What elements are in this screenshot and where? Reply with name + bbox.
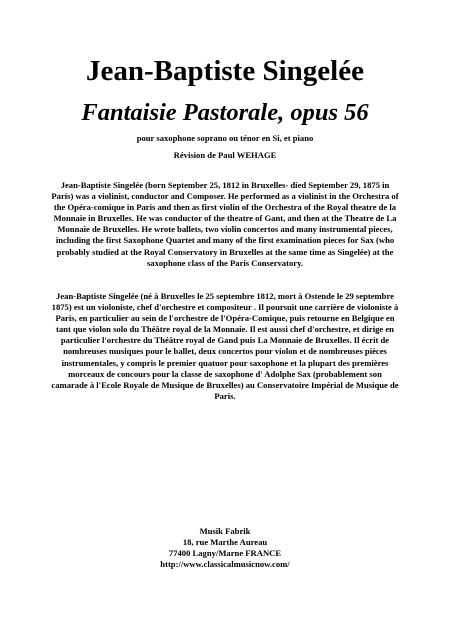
publisher-city: 77400 Lagny/Marne FRANCE xyxy=(168,548,282,558)
biography-french: Jean-Baptiste Singelée (né à Bruxelles le 25 septembre 1812, mort à Ostende le 29 septembre 1875) est un violoniste, chef d'orchestre et compositeur . Il poursuit une carrière de violoniste à Paris, en particulier au sein de l'orchestre de l'Opéra-Comique, puis retourne en Belgique en tant que violon solo du Théâtre royal de la Monnaie. Il est aussi chef d'orchestre, et dirige en particulier l'orchestre du Théâtre royal de Gand puis La Monnaie de Bruxelles. Il écrit de nombreuses musiques pour le ballet, deux concertos pour violon et de nombreuses pièces instrumentales, y compris le premier quatuor pour saxophone et la plupart des premières morceaux de concours pour la classe de saxophone d' Adolphe Sax (probablement son camarade à l'Ecole Royale de Musique de Bruxelles) au Conservatoire Impérial de Musique de Paris. xyxy=(51,291,399,401)
work-title: Fantaisie Pastorale, opus 56 xyxy=(81,99,369,126)
composer-name: Jean-Baptiste Singelée xyxy=(86,55,364,87)
biography-english: Jean-Baptiste Singelée (born September 25, 1812 in Bruxelles- died September 29, 1875 in Paris) was a violinist, conductor and Composer. He performed as a violinist in the Orchestra of the Opéra-comique in Paris and then as first violin of the Orchestra of the Royal theatre de la Monnaie in Bruxelles. He was conductor of the theatre of Gant, and then at the Theatre de La Monnaie de Bruxelles. He wrote ballets, two violin concertos and many instrumental pieces, including the first Saxophone Quartet and many of the first examination pieces for Sax (who probably studied at the Royal Conservatory in Bruxelles at the same time as Singelée) at the saxophone class of the Paris Conservatory. xyxy=(51,180,399,268)
publisher-street: 18, rue Marthe Aureau xyxy=(182,537,268,547)
instrumentation-line: pour saxophone soprano ou ténor en Si, et piano xyxy=(136,133,314,143)
publisher-block xyxy=(0,526,450,570)
publisher-url[interactable]: http://www.classicalmusicnow.com/ xyxy=(160,559,290,569)
publisher-name: Musik Fabrik xyxy=(199,526,251,536)
revision-credit: Révision de Paul WEHAGE xyxy=(173,150,277,160)
